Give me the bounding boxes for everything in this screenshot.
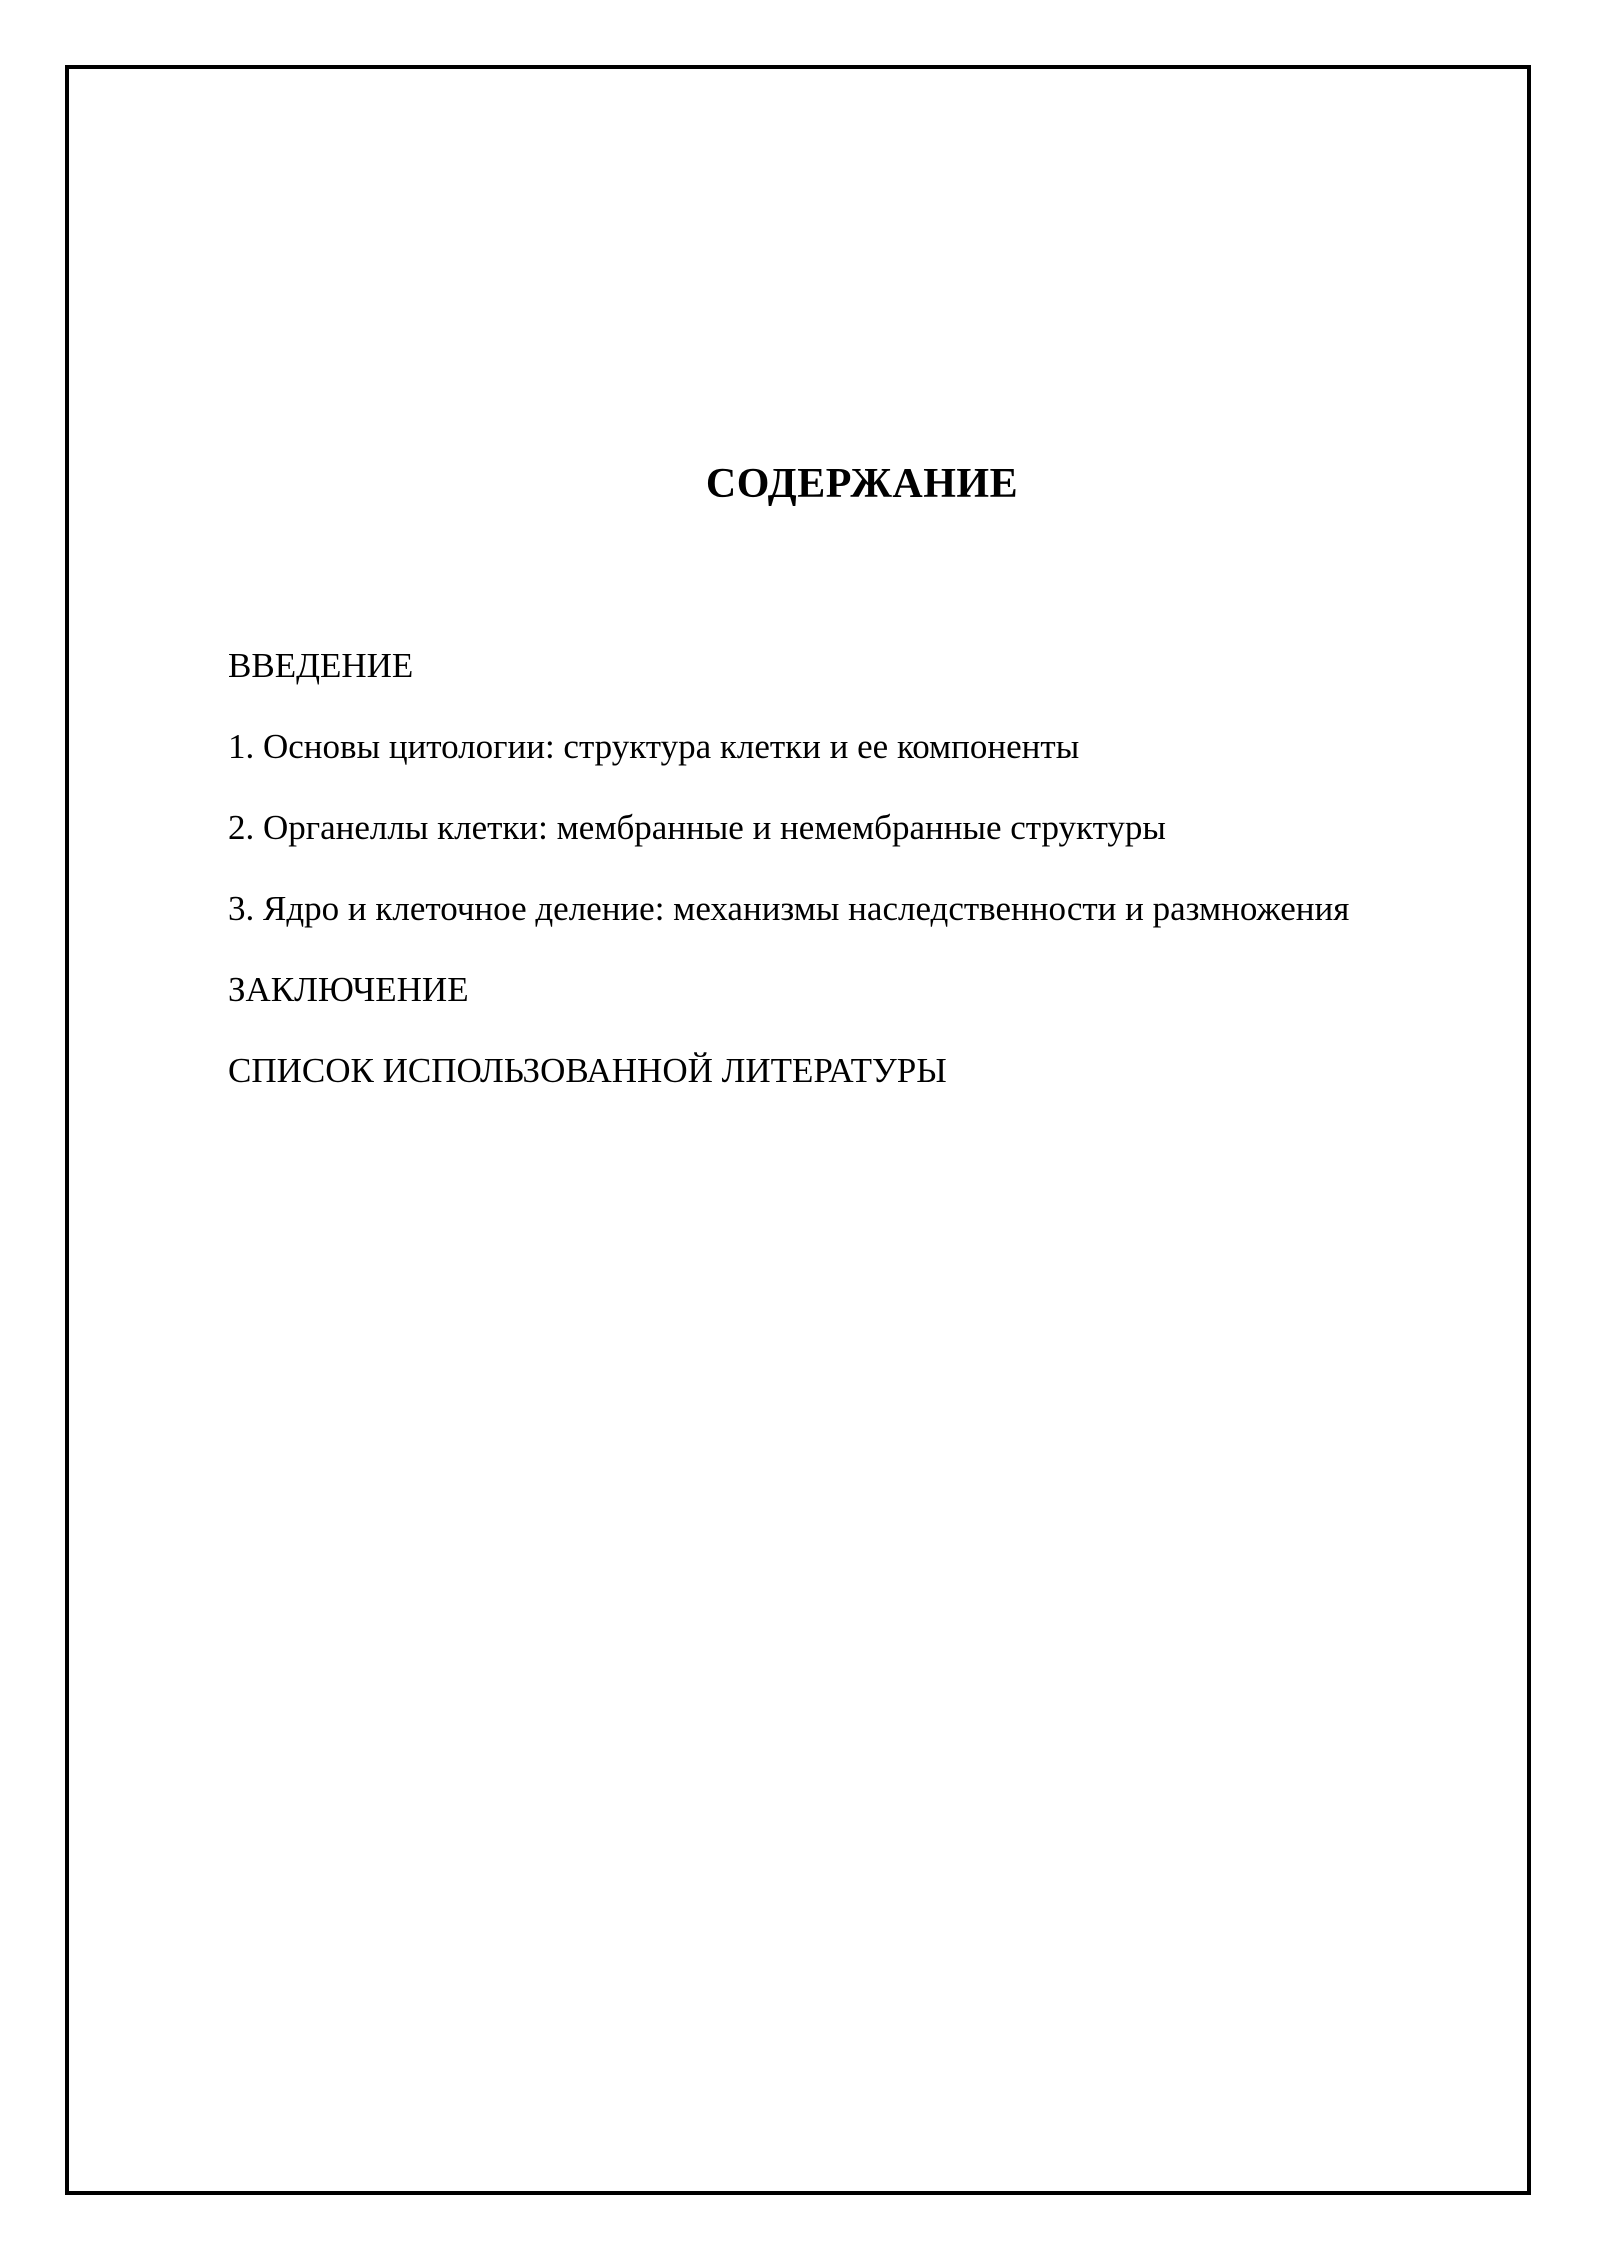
page-border-frame <box>65 65 1531 2195</box>
table-of-contents <box>228 640 1349 1126</box>
toc-item-conclusion: ЗАКЛЮЧЕНИЕ <box>228 970 469 1009</box>
toc-item-references: СПИСОК ИСПОЛЬЗОВАННОЙ ЛИТЕРАТУРЫ <box>228 1051 947 1090</box>
toc-item-chapter-2: 2. Органеллы клетки: мембранные и немембранные структуры <box>228 808 1166 847</box>
toc-item-chapter-1: 1. Основы цитологии: структура клетки и ее компоненты <box>228 727 1080 766</box>
page-title: СОДЕРЖАНИЕ <box>705 461 1019 507</box>
toc-item-introduction: ВВЕДЕНИЕ <box>228 646 414 685</box>
toc-item-chapter-3: 3. Ядро и клеточное деление: механизмы наследственности и размножения <box>228 889 1350 928</box>
